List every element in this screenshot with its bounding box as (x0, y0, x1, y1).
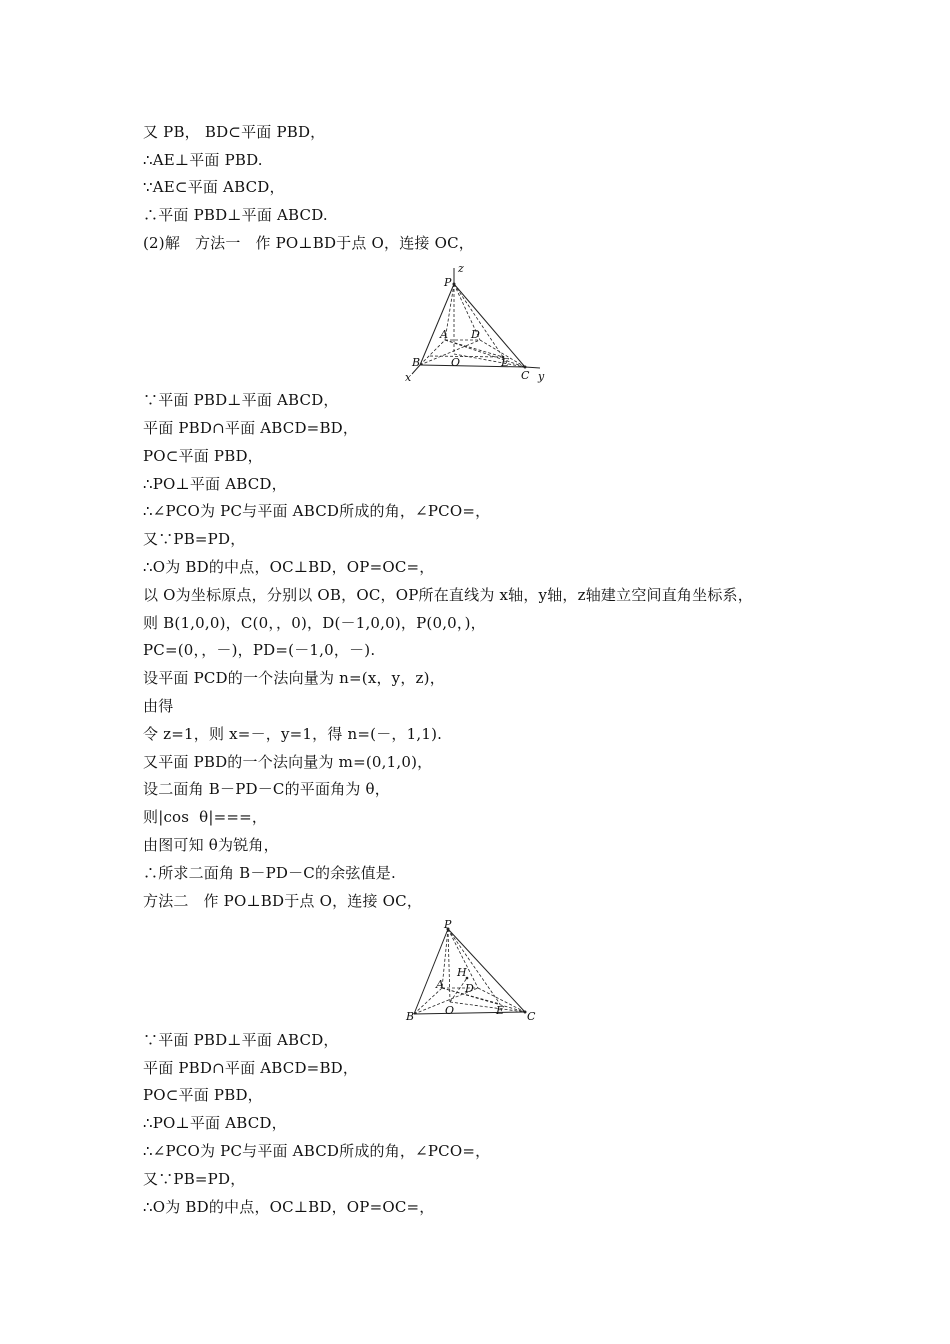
label-P: P (444, 918, 452, 931)
text-line: ∴PO⊥平面 ABCD， (143, 475, 287, 493)
text-line: ∴O为 BD的中点，OC⊥BD，OP=OC=， (143, 1198, 435, 1216)
text-line: ∴O为 BD的中点，OC⊥BD，OP=OC=， (143, 558, 435, 576)
text-line: ∴AE⊥平面 PBD. (143, 151, 263, 169)
text-line: ∵平面 PBD⊥平面 ABCD， (143, 391, 339, 409)
text-line: 设二面角 B－PD－C的平面角为 θ， (143, 780, 390, 798)
text-line: ∴PO⊥平面 ABCD， (143, 1114, 287, 1132)
label-O: O (451, 356, 461, 369)
label-D: D (471, 328, 480, 341)
label-B: B (412, 356, 421, 369)
label-A: A (436, 978, 444, 991)
text-line: (2)解 方法一 作 PO⊥BD于点 O，连接 OC， (143, 234, 474, 252)
text-line: 平面 PBD∩平面 ABCD=BD， (143, 1059, 359, 1077)
text-line: PO⊂平面 PBD， (143, 1086, 263, 1104)
text-line: 则|cos θ|===， (143, 808, 268, 826)
label-z: z (458, 262, 464, 275)
text-line: 方法二 作 PO⊥BD于点 O，连接 OC， (143, 892, 423, 910)
label-y: y (538, 370, 545, 383)
label-D: D (465, 982, 474, 995)
figure-1-pyramid-with-axes (400, 260, 560, 386)
label-C: C (527, 1010, 536, 1023)
label-O: O (445, 1004, 455, 1017)
text-line: PC=(0，，－)，PD=(－1,0，－). (143, 641, 376, 659)
label-x: x (405, 371, 412, 384)
label-A: A (440, 328, 448, 341)
text-line: PO⊂平面 PBD， (143, 447, 263, 465)
text-line: 由图可知 θ为锐角， (143, 836, 279, 854)
label-B: B (406, 1010, 415, 1023)
text-line: ∴∠PCO为 PC与平面 ABCD所成的角，∠PCO=， (143, 502, 491, 520)
text-line: ∵平面 PBD⊥平面 ABCD， (143, 1031, 339, 1049)
text-line: ∵AE⊂平面 ABCD， (143, 178, 285, 196)
text-line: 平面 PBD∩平面 ABCD=BD， (143, 419, 359, 437)
text-line: 又 PB， BD⊂平面 PBD， (143, 123, 326, 141)
text-line: ∴平面 PBD⊥平面 ABCD. (143, 206, 328, 224)
label-P: P (444, 276, 452, 289)
text-line: 又∵PB=PD， (143, 530, 246, 548)
label-C: C (521, 369, 530, 382)
text-line: 令 z=1，则 x=－，y=1，得 n=(－，1,1). (143, 725, 443, 743)
text-line: 又平面 PBD的一个法向量为 m=(0,1,0)， (143, 753, 433, 771)
label-E: E (501, 356, 510, 369)
text-line: 以 O为坐标原点，分别以 OB，OC，OP所在直线为 x轴，y轴，z轴建立空间直角坐标系， (143, 586, 753, 604)
text-line: 又∵PB=PD， (143, 1170, 246, 1188)
text-line: 由得 (143, 697, 174, 715)
label-E: E (496, 1004, 505, 1017)
text-line: ∴∠PCO为 PC与平面 ABCD所成的角，∠PCO=， (143, 1142, 491, 1160)
text-line: 则 B(1,0,0)，C(0，，0)，D(－1,0,0)，P(0,0，)， (143, 614, 486, 632)
text-line: 设平面 PCD的一个法向量为 n=(x，y，z)， (143, 669, 445, 687)
text-line: ∴所求二面角 B－PD－C的余弦值是. (143, 864, 396, 882)
label-H: H (457, 966, 467, 979)
figure-2-pyramid (400, 916, 550, 1026)
